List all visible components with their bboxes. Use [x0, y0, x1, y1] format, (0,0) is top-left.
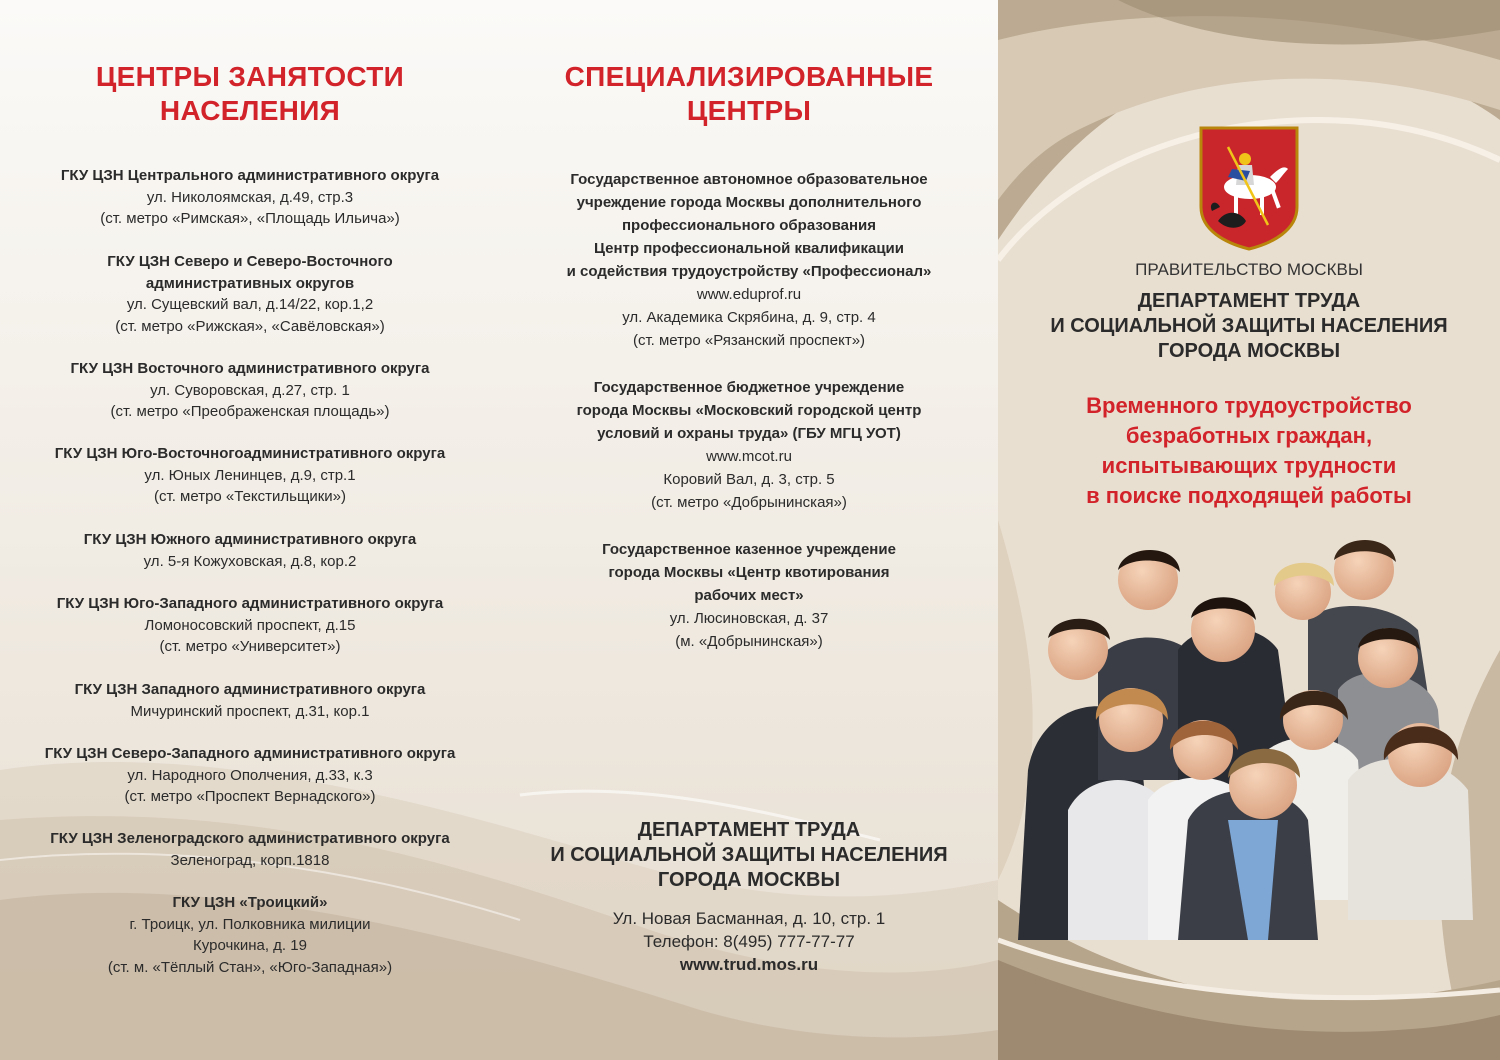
government-label: ПРАВИТЕЛЬСТВО МОСКВЫ	[1135, 260, 1363, 279]
center-entry: ГКУ ЦЗН Западного административного округа Мичуринский проспект, д.31, кор.1	[74, 681, 426, 720]
center-entry: ГКУ ЦЗН Южного административного округа ул. 5-я Кожуховская, д.8, кор.2	[83, 531, 417, 570]
department-address: Ул. Новая Басманная, д. 10, стр. 1	[612, 909, 886, 928]
center-entry: ГКУ ЦЗН Зеленоградского административного округа Зеленоград, корп.1818	[50, 830, 450, 869]
department-name: ДЕПАРТАМЕНТ ТРУДА И СОЦИАЛЬНОЙ ЗАЩИТЫ НАСЕЛЕНИЯ ГОРОДА МОСКВЫ	[1050, 290, 1448, 362]
cover-panel	[998, 0, 1500, 1060]
department-phone: Телефон: 8(495) 777-77-77	[643, 932, 855, 951]
center-entry: Государственное бюджетное учреждение города Москвы «Московский городской центр условий и охраны труда» (ГБУ МГЦ УОТ) www.mcot.ru Коровий Вал, д. 3, стр. 5 (ст. метро «Добрынинская»)	[500, 376, 998, 514]
department-contacts: ДЕПАРТАМЕНТ ТРУДА И СОЦИАЛЬНОЙ ЗАЩИТЫ НАСЕЛЕНИЯ ГОРОДА МОСКВЫ Ул. Новая Басманная, д. 10, стр. 1 Телефон: 8(495) 777-77-77 www.trud.mos.ru	[500, 818, 998, 976]
center-entry: ГКУ ЦЗН Восточного административного округа ул. Суворовская, д.27, стр. 1 (ст. метро «Преображенская площадь»)	[70, 360, 430, 420]
brochure-title: Временного трудоустройство безработных граждан, испытывающих трудности в поиске подходящей работы	[1086, 393, 1412, 508]
employment-centers-panel	[0, 0, 500, 1060]
specialized-centers-panel	[500, 0, 998, 1060]
specialized-centers-title: СПЕЦИАЛИЗИРОВАННЫЕ ЦЕНТРЫ	[564, 61, 934, 126]
center-entry: Государственное казенное учреждение города Москвы «Центр квотирования рабочих мест» ул. Люсиновская, д. 37 (м. «Добрынинская»)	[602, 541, 896, 650]
website-link[interactable]: www.eduprof.ru	[696, 286, 802, 303]
center-entry: ГКУ ЦЗН «Троицкий» г. Троицк, ул. Полковника милиции Курочкина, д. 19 (ст. м. «Тёплый Стан», «Юго-Западная»)	[107, 894, 393, 976]
website-link[interactable]: www.mcot.ru	[706, 448, 792, 465]
center-entry: ГКУ ЦЗН Юго-Восточногоадминистративного округа ул. Юных Ленинцев, д.9, стр.1 (ст. метро «Текстильщики»)	[54, 445, 446, 505]
moscow-coat-of-arms-icon	[1198, 125, 1300, 251]
center-entry: ГКУ ЦЗН Северо-Западного административного округа ул. Народного Ополчения, д.33, к.3 (ст. метро «Проспект Вернадского»)	[44, 745, 456, 805]
employment-centers-title: ЦЕНТРЫ ЗАНЯТОСТИ НАСЕЛЕНИЯ	[95, 61, 405, 126]
center-entry: Государственное автономное образовательное учреждение города Москвы дополнительного профессионального образования Центр профессиональной квалификации и содействия трудоустройству «Профессионал» www.eduprof.ru ул. Академика Скрябина, д. 9, стр. 4 (ст. метро «Рязанский проспект»)	[500, 168, 998, 352]
center-entry: ГКУ ЦЗН Северо и Северо-Восточного административных округов ул. Сущевский вал, д.14/22, кор.1,2 (ст. метро «Рижская», «Савёловская»)	[107, 253, 393, 335]
group-of-people-photo-icon	[1008, 520, 1478, 940]
department-website-link[interactable]: www.trud.mos.ru	[679, 955, 819, 974]
center-entry: ГКУ ЦЗН Юго-Западного административного округа Ломоносовский проспект, д.15 (ст. метро «Университет»)	[56, 595, 444, 655]
center-entry: ГКУ ЦЗН Центрального административного округа ул. Николоямская, д.49, стр.3 (ст. метро «Римская», «Площадь Ильича»)	[60, 167, 440, 227]
